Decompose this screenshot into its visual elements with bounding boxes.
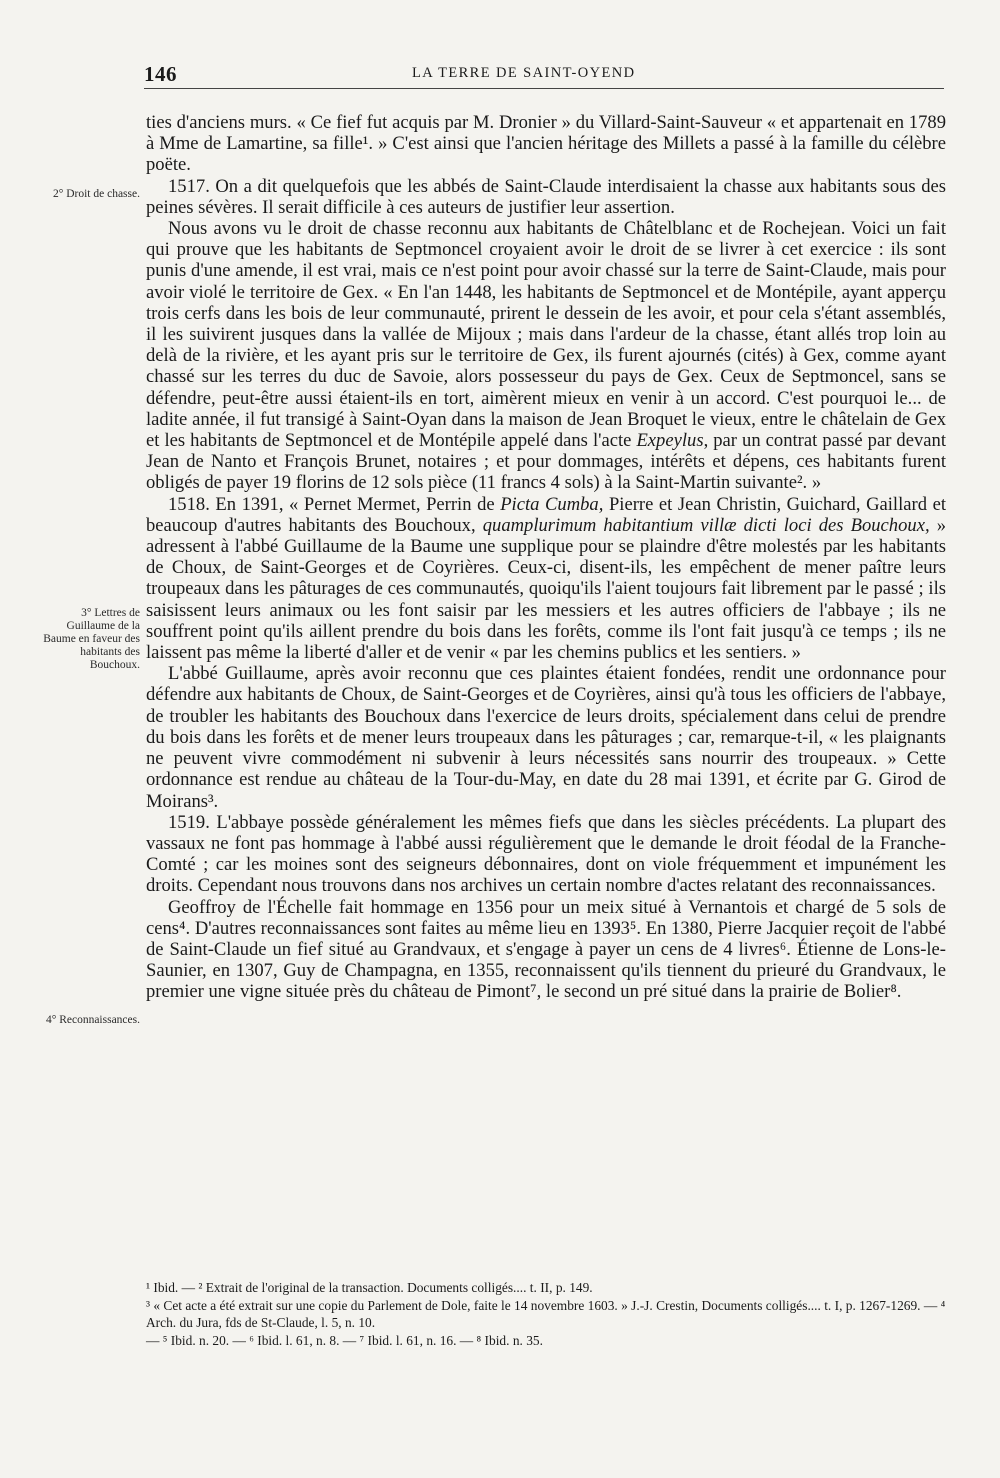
paragraph-continuation: ties d'anciens murs. « Ce fief fut acquis par M. Dronier » du Villard-Saint-Sauveur « et appartenait en 1789 à Mme de Lamartine, sa fille¹. » C'est ainsi que l'ancien héritage des Millets a passé à la famille du célèbre poëte. (146, 112, 946, 176)
footnote-line-1: ¹ Ibid. — ² Extrait de l'original de la transaction. Documents colligés.... t. II, p. 149. (146, 1280, 593, 1295)
paragraph-text: Nous avons vu le droit de chasse reconnu aux habitants de Châtelblanc et de Rochejean. Voici un fait qui prouve que les habitants de Septmoncel croyaient avoir le droit de se livrer à cet exercice : ils sont punis d'une amende, il est vrai, mais ce n'est point pour avoir chassé sur la terre de Saint-Claude, mais pour avoir violé le territoire de Gex. « En l'an 1448, les habitants de Septmoncel et de Montépile, ayant apperçu trois cerfs dans les bois de leur communauté, prirent le dessein de les avoir, et pour cela s'étant assemblés, il les suivirent jusques dans la vallée de Mijoux ; mais dans l'ardeur de la chasse, étant allés trop loin au delà de la rivière, et les ayant pris sur le territoire de Gex, ils furent ajournés (cités) à Gex, comme ayant chassé sur les terres du duc de Savoie, alors possesseur du pays de Gex. Ceux de Septmoncel, sans se défendre, peut-être aussi étaient-ils en tort, aimèrent mieux en venir à un accord. C'est pourquoi le... de ladite année, il fut transigé à Saint-Oyan dans la maison de Jean Broquet le vieux, entre le châtelain de Gex et les habitants de Septmoncel et de Montépile appelé dans l'acte (146, 218, 946, 452)
footnote-line-2: ³ « Cet acte a été extrait sur une copie du Parlement de Dole, faite le 14 novembre 1603. » J.-J. Crestin, Documents colligés.... t. I, p. 1267-1269. — ⁴ Arch. du Jura, fds de St-Claude, l. 5, n. 10. (146, 1297, 946, 1330)
italic-term: Expeylus (636, 430, 704, 452)
section-text: L'abbaye possède généralement les mêmes fiefs que dans les siècles précédents. La plupart des vassaux ne font pas hommage à l'abbé aussi régulièrement que le demande le droit féodal de la Franche-Comté ; car les moines sont des seigneurs débonnaires, dont on viole fréquemment et impunément les droits. Cependant nous trouvons dans nos archives un certain nombre d'actes relatant des reconnaissances. (146, 811, 946, 897)
footnote-line-3: — ⁵ Ibid. n. 20. — ⁶ Ibid. l. 61, n. 8. — ⁷ Ibid. l. 61, n. 16. — ⁸ Ibid. n. 35. (146, 1332, 543, 1348)
section-text-a: En 1391, « Pernet Mermet, Perrin de (209, 493, 501, 515)
paragraph-hommages: Geoffroy de l'Échelle fait hommage en 1356 pour un meix situé à Vernantois et chargé de 5 sols de cens⁴. D'autres reconnaissances sont faites au même lieu en 1393⁵. En 1380, Pierre Jacquier reçoit de l'abbé de Saint-Claude un fief situé au Grandvaux, et s'engage à payer un cens de 4 livres⁶. Étienne de Lons-le-Saunier, en 1307, Guy de Champagna, en 1355, reconnaissent qu'ils tiennent du prieuré du Grandvaux, le premier une vigne située près du château de Pimont⁷, le second un pré situé dans la prairie de Bolier⁸. (146, 896, 946, 1003)
section-1517 (146, 176, 946, 218)
paragraph-ordonnance: L'abbé Guillaume, après avoir reconnu que ces plaintes étaient fondées, rendit une ordonnance pour défendre aux habitants de Choux, de Saint-Georges et de Coyrières, ainsi qu'à tous les officiers de l'abbaye, de troubler les habitants des Bouchoux dans l'exercice de leurs droits, spécialement dans celui de prendre du bois dans les forêts et de mener leurs troupeaux dans les pâturages ; car, remarque-t-il, « les plaignants ne peuvent vivre commodément ni subvenir à leurs nécessités sans nourrir des troupeaux. » Cette ordonnance est rendue au château de la Tour-du-May, en date du 28 mai 1391, et écrite par G. Girod de Moirans³. (146, 663, 946, 812)
paragraph-chasse-septmoncel (146, 218, 946, 494)
paragraph-text-end: , par un contrat passé par devant Jean de Nanto et François Brunet, notaires ; et pour dommages, intérêts et dépens, ces habitants furent obligés de payer 19 florins de 12 sols pièce (11 francs 4 sols) à la Saint-Martin suivante². » (146, 430, 946, 494)
body-text (146, 112, 946, 1003)
section-text-b: Pierre et Jean Christin, Guichard, Gaillard et beaucoup d'autres habitants des Bouchoux, (146, 493, 946, 536)
section-number: 1518. (168, 493, 210, 515)
page-header (144, 62, 944, 89)
section-number: 1517. (168, 175, 210, 197)
margin-note-droit-de-chasse: 2° Droit de chasse. (53, 188, 140, 200)
margin-note-lettres-guillaume: 3° Lettres de Guillaume de la Baume en faveur des habitants des Bouchoux. (43, 607, 140, 671)
section-text: On a dit quelquefois que les abbés de Saint-Claude interdisaient la chasse aux habitants sous des peines sévères. Il serait difficile à ces auteurs de justifier leur assertion. (146, 175, 946, 218)
section-number: 1519. (168, 811, 210, 833)
page-number: 146 (144, 62, 177, 86)
section-text-c: » adressent à l'abbé Guillaume de la Baume une supplique pour se plaindre d'être molestés par les habitants de Choux, de Saint-Georges et de Coyrières. Ceux-ci, disent-ils, les empêchent de mener paître leurs troupeaux dans les pâturages de ces communautés, quoiqu'ils l'aient toujours fait librement par le passé ; ils saisissent leurs animaux ou les font saisir par les messiers et les autres officiers de l'abbaye ; ils ne souffrent point qu'ils aillent prendre du bois dans les forêts, comme ils l'ont fait jusqu'à ce temps ; ils ne laissent pas même la liberté d'aller et de venir « par les chemins publics et les sentiers. » (146, 514, 946, 664)
section-1519 (146, 812, 946, 897)
running-title: LA TERRE DE SAINT-OYEND (412, 65, 636, 81)
margin-note-reconnaissances: 4° Reconnaissances. (45, 1014, 140, 1026)
section-1518 (146, 494, 946, 664)
footnotes (146, 1279, 946, 1349)
italic-latin-quote: quamplurimum habitantium villæ dicti loci des Bouchoux, (482, 514, 930, 536)
italic-place-name: Picta Cumba, (500, 493, 604, 515)
